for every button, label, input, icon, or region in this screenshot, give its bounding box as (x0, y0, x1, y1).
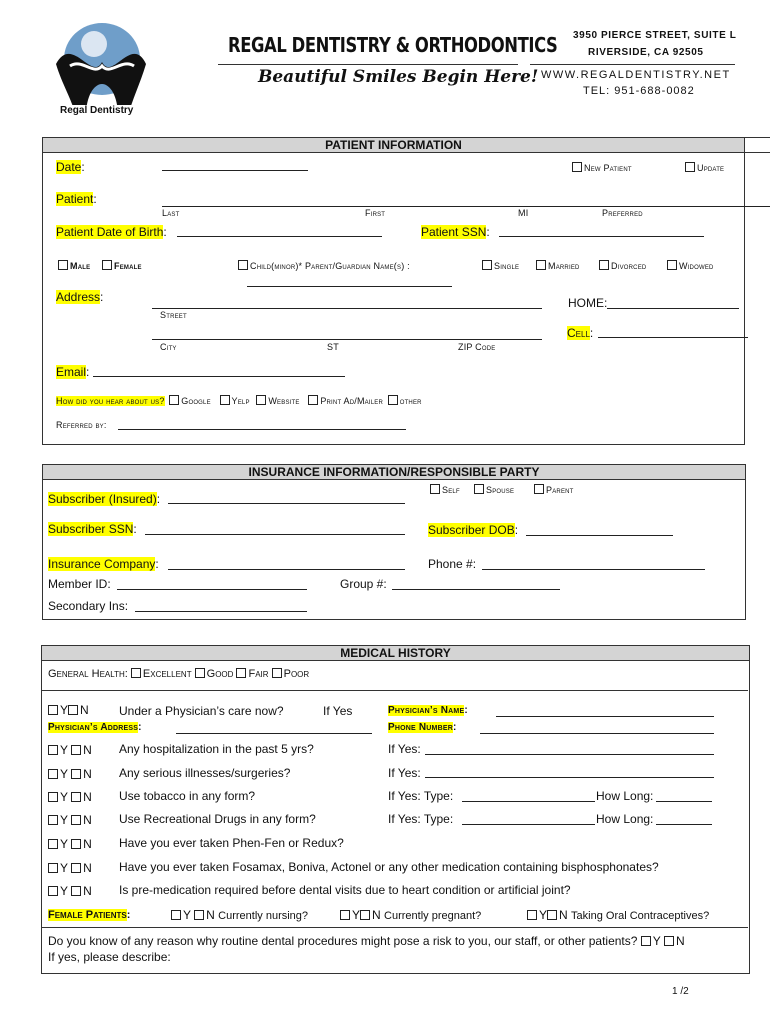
medical-divider-2 (42, 927, 748, 928)
company-label-wrap: Insurance Company: (48, 557, 159, 571)
physician-name-field[interactable] (496, 716, 714, 717)
yn-illness[interactable] (48, 767, 92, 781)
street-field[interactable] (152, 308, 542, 309)
sub-ssn-label: Subscriber SSN (48, 522, 134, 536)
yn-hospital[interactable] (48, 743, 92, 757)
home-label: HOME: (568, 296, 608, 310)
referred-label: Referred by: (56, 420, 107, 430)
patient-section-title: PATIENT INFORMATION (43, 138, 744, 153)
female-option[interactable] (102, 260, 142, 271)
y-label: Y (60, 837, 68, 851)
n-checkbox[interactable] (194, 910, 204, 920)
female-patients-label: Female Patients (48, 909, 127, 921)
update-checkbox[interactable] (685, 162, 695, 172)
n-label: N (83, 837, 92, 851)
physician-address-wrap: Physician’s Address: (48, 722, 142, 733)
cell-field[interactable] (598, 337, 748, 338)
website-label: Website (268, 396, 300, 406)
y-checkbox[interactable] (48, 792, 58, 802)
q-illness: Any serious illnesses/surgeries? (119, 766, 291, 780)
practice-title: REGAL DENTISTRY & ORTHODONTICS (228, 33, 558, 57)
child-checkbox[interactable] (238, 260, 248, 270)
fair-checkbox[interactable] (236, 668, 246, 678)
medical-section-title: MEDICAL HISTORY (42, 646, 749, 661)
ssn-field[interactable] (499, 236, 704, 237)
patient-head-extension-top (743, 137, 770, 138)
header-rule (218, 64, 518, 65)
n-label: N (83, 861, 92, 875)
zip-label: ZIP Code (458, 342, 496, 352)
y-label: Y (60, 767, 68, 781)
how-long-drugs: How Long: (596, 812, 654, 826)
risk-n-checkbox[interactable] (664, 936, 674, 946)
subscriber-field[interactable] (168, 503, 405, 504)
q-drugs: Use Recreational Drugs in any form? (119, 812, 316, 826)
spouse-label: Spouse (486, 485, 515, 495)
y-label: Y (60, 743, 68, 757)
page-number: 1 /2 (672, 986, 689, 997)
if-yes-hospital: If Yes: (388, 742, 421, 756)
parent-label: Parent (546, 485, 574, 495)
male-checkbox[interactable] (58, 260, 68, 270)
website-checkbox[interactable] (256, 395, 266, 405)
n-checkbox[interactable] (68, 705, 78, 715)
sub-dob-field[interactable] (526, 535, 673, 536)
guardian-field[interactable] (247, 286, 452, 287)
nursing-label: Currently nursing? (218, 910, 309, 922)
if-yes-type-drugs: If Yes: Type: (388, 812, 454, 826)
sub-dob-label-wrap: Subscriber DOB: (428, 523, 519, 537)
n-label: N (80, 703, 89, 717)
widowed-label: Widowed (679, 261, 714, 271)
member-label: Member ID: (48, 577, 111, 591)
if-yes-label: If Yes (323, 704, 353, 718)
subscriber-label-wrap: Subscriber (Insured): (48, 492, 161, 506)
logo (52, 4, 148, 122)
y-label: Y (60, 884, 68, 898)
how-heard-row (56, 395, 422, 406)
yn-tobacco[interactable] (48, 790, 92, 804)
y-checkbox[interactable] (48, 815, 58, 825)
print-ad-label: Print Ad/Mailer (320, 396, 383, 406)
how-long-tobacco: How Long: (596, 789, 654, 803)
male-label: Male (70, 261, 91, 271)
other-checkbox[interactable] (388, 395, 398, 405)
first-label: First (365, 208, 386, 218)
dob-label: Patient Date of Birth (56, 225, 164, 239)
header-rule-right (530, 64, 735, 65)
sub-ssn-label-wrap: Subscriber SSN: (48, 522, 137, 536)
n-label: N (83, 790, 92, 804)
sub-ssn-field[interactable] (145, 534, 405, 535)
phone-number-field[interactable] (480, 733, 714, 734)
y-label: Y (60, 861, 68, 875)
email-label: Email (56, 365, 87, 379)
company-label: Insurance Company (48, 557, 156, 571)
child-label: Child(minor)* Parent/Guardian Name(s) : (250, 261, 410, 271)
y-checkbox[interactable] (171, 910, 181, 920)
single-checkbox[interactable] (482, 260, 492, 270)
tobacco-how-long-field[interactable] (656, 801, 712, 802)
poor-checkbox[interactable] (272, 668, 282, 678)
yelp-label: Yelp (231, 396, 250, 406)
physician-name-label: Physician’s Name (388, 705, 465, 716)
ssn-label: Patient SSN (421, 225, 487, 239)
widowed-checkbox[interactable] (667, 260, 677, 270)
insurance-section (42, 464, 746, 620)
home-field[interactable] (607, 308, 739, 309)
yn-physician[interactable] (48, 703, 89, 717)
patient-head-extension (743, 152, 770, 153)
other-label: other (399, 396, 422, 406)
google-checkbox[interactable] (169, 395, 179, 405)
n-checkbox[interactable] (71, 863, 81, 873)
excellent-label: Excellent (142, 668, 192, 680)
address-label: Address (56, 290, 101, 304)
n-label: N (83, 743, 92, 757)
dob-field[interactable] (177, 236, 382, 237)
parent-checkbox[interactable] (534, 484, 544, 494)
illness-field[interactable] (425, 777, 714, 778)
n-checkbox[interactable] (71, 792, 81, 802)
street-label: Street (160, 310, 187, 320)
risk-question-row (48, 934, 685, 948)
good-label: Good (206, 668, 234, 680)
tobacco-type-field[interactable] (462, 801, 595, 802)
n-checkbox[interactable] (71, 769, 81, 779)
married-checkbox[interactable] (536, 260, 546, 270)
risk-question: Do you know of any reason why routine dental procedures might pose a risk to you, our staff, or other patients? (48, 934, 638, 948)
new-patient-option[interactable] (572, 162, 632, 173)
spouse-checkbox[interactable] (474, 484, 484, 494)
medical-section (41, 645, 750, 974)
update-label: Update (697, 163, 725, 173)
address-line1: 3950 PIERCE STREET, SUITE L (573, 30, 737, 41)
n-label: N (83, 813, 92, 827)
company-field[interactable] (168, 569, 405, 570)
phone-number-label: Phone Number (388, 722, 453, 733)
if-yes-type-tobacco: If Yes: Type: (388, 789, 454, 803)
female-checkbox[interactable] (102, 260, 112, 270)
y-checkbox[interactable] (48, 769, 58, 779)
ins-phone-label: Phone #: (428, 557, 477, 571)
divorced-label: Divorced (611, 261, 647, 271)
email-label-wrap: Email: (56, 365, 90, 379)
sub-dob-label: Subscriber DOB (428, 523, 515, 537)
medical-divider-1 (42, 690, 748, 691)
n-checkbox[interactable] (71, 886, 81, 896)
q-phenfen: Have you ever taken Phen-Fen or Redux? (119, 836, 344, 850)
yelp-checkbox[interactable] (220, 395, 230, 405)
st-label: ST (327, 342, 339, 352)
q-premed: Is pre-medication required before dental visits due to heart condition or artificial joint? (119, 883, 571, 897)
y-checkbox[interactable] (48, 863, 58, 873)
yn-drugs[interactable] (48, 813, 92, 827)
married-label: Married (548, 261, 580, 271)
patient-name-field[interactable] (162, 206, 770, 207)
q-hospital: Any hospitalization in the past 5 yrs? (119, 742, 314, 756)
ins-phone-field[interactable] (482, 569, 705, 570)
yn-phenfen[interactable] (48, 837, 92, 851)
y-label: Y (183, 908, 191, 922)
drugs-type-field[interactable] (462, 824, 595, 825)
excellent-checkbox[interactable] (131, 668, 141, 678)
google-label: Google (181, 396, 211, 406)
physician-name-wrap: Physician’s Name: (388, 705, 468, 716)
city-label: City (160, 342, 177, 352)
address-line2: RIVERSIDE, CA 92505 (588, 47, 704, 58)
dob-label-wrap: Patient Date of Birth: (56, 225, 167, 239)
insurance-section-title: INSURANCE INFORMATION/RESPONSIBLE PARTY (43, 465, 745, 480)
date-field[interactable] (162, 170, 308, 171)
risk-n-label: N (675, 934, 685, 948)
n-label: N (206, 908, 215, 922)
n-checkbox[interactable] (71, 839, 81, 849)
poor-label: Poor (283, 668, 310, 680)
self-option[interactable] (430, 484, 460, 495)
single-option[interactable] (482, 260, 519, 271)
y-label: Y (60, 790, 68, 804)
tagline: Beautiful Smiles Begin Here! (258, 67, 539, 87)
self-label: Self (442, 485, 460, 495)
y-label: Y (539, 908, 548, 922)
risk-y-label: Y (652, 934, 661, 948)
pregnant-label: Currently pregnant? (384, 910, 482, 922)
y-checkbox[interactable] (48, 886, 58, 896)
n-label: N (559, 908, 568, 922)
drugs-how-long-field[interactable] (656, 824, 712, 825)
divorced-checkbox[interactable] (599, 260, 609, 270)
last-label: Last (162, 208, 180, 218)
hospital-field[interactable] (425, 754, 714, 755)
y-label: Y (60, 813, 68, 827)
n-checkbox[interactable] (71, 745, 81, 755)
city-field[interactable] (152, 339, 542, 340)
phone-number-wrap: Phone Number: (388, 722, 457, 733)
patient-label: Patient (56, 192, 94, 206)
phone: TEL: 951-688-0082 (583, 85, 695, 97)
contraceptives-label: Taking Oral Contraceptives? (571, 910, 710, 922)
subscriber-label: Subscriber (Insured) (48, 492, 157, 506)
new-patient-checkbox[interactable] (572, 162, 582, 172)
n-label: N (83, 884, 92, 898)
yn-nursing[interactable] (171, 908, 308, 922)
logo-text: Regal Dentistry (60, 105, 134, 116)
fair-label: Fair (248, 668, 269, 680)
general-health-row (48, 668, 309, 680)
secondary-field[interactable] (135, 611, 307, 612)
member-field[interactable] (117, 589, 307, 590)
y-checkbox[interactable] (48, 839, 58, 849)
child-option[interactable] (238, 260, 410, 271)
good-checkbox[interactable] (195, 668, 205, 678)
n-checkbox[interactable] (360, 910, 370, 920)
email-field[interactable] (93, 376, 345, 377)
y-label: Y (352, 908, 361, 922)
mi-label: MI (518, 208, 529, 218)
self-checkbox[interactable] (430, 484, 440, 494)
female-label: Female (114, 261, 142, 271)
single-label: Single (494, 261, 520, 271)
y-label: Y (60, 703, 69, 717)
secondary-label: Secondary Ins: (48, 599, 129, 613)
referred-field[interactable] (118, 429, 406, 430)
ssn-label-wrap: Patient SSN: (421, 225, 490, 239)
date-label-wrap: Date: (56, 160, 85, 174)
update-option[interactable] (685, 162, 724, 173)
male-option[interactable] (58, 260, 90, 271)
cell-label: Cell (567, 326, 590, 340)
patient-label-wrap: Patient: (56, 192, 97, 206)
widowed-option[interactable] (667, 260, 714, 271)
new-patient-label: New Patient (584, 163, 632, 173)
female-patients-wrap: Female Patients: (48, 909, 131, 921)
yn-premed[interactable] (48, 884, 92, 898)
yn-fosamax[interactable] (48, 861, 92, 875)
physician-address-field[interactable] (176, 733, 372, 734)
if-yes-illness: If Yes: (388, 766, 421, 780)
group-label: Group #: (340, 577, 387, 591)
q-tobacco: Use tobacco in any form? (119, 789, 256, 803)
cell-label-wrap: Cell: (567, 326, 594, 340)
n-checkbox[interactable] (547, 910, 557, 920)
physician-address-label: Physician’s Address (48, 722, 139, 733)
how-heard-label: How did you hear about us? (56, 396, 165, 406)
yn-contraceptives[interactable] (527, 908, 709, 922)
spouse-option[interactable] (474, 484, 514, 495)
parent-option[interactable] (534, 484, 574, 495)
print-ad-checkbox[interactable] (308, 395, 318, 405)
married-option[interactable] (536, 260, 580, 271)
address-label-wrap: Address: (56, 290, 104, 304)
yn-pregnant[interactable] (340, 908, 481, 922)
y-checkbox[interactable] (340, 910, 350, 920)
n-label: N (372, 908, 381, 922)
divorced-option[interactable] (599, 260, 646, 271)
y-checkbox[interactable] (48, 705, 58, 715)
n-label: N (83, 767, 92, 781)
risk-y-checkbox[interactable] (641, 936, 651, 946)
y-checkbox[interactable] (527, 910, 537, 920)
website[interactable]: WWW.REGALDENTISTRY.NET (541, 69, 731, 81)
q-fosamax: Have you ever taken Fosamax, Boniva, Actonel or any other medication containing bisphosphonates? (119, 860, 659, 874)
y-checkbox[interactable] (48, 745, 58, 755)
n-checkbox[interactable] (71, 815, 81, 825)
describe-label: If yes, please describe: (48, 950, 171, 964)
q-physician-care: Under a Physician’s care now? (119, 704, 284, 718)
general-health-label: General Health: (48, 668, 128, 680)
group-field[interactable] (392, 589, 560, 590)
date-label: Date (56, 160, 82, 174)
preferred-label: Preferred (602, 208, 643, 218)
